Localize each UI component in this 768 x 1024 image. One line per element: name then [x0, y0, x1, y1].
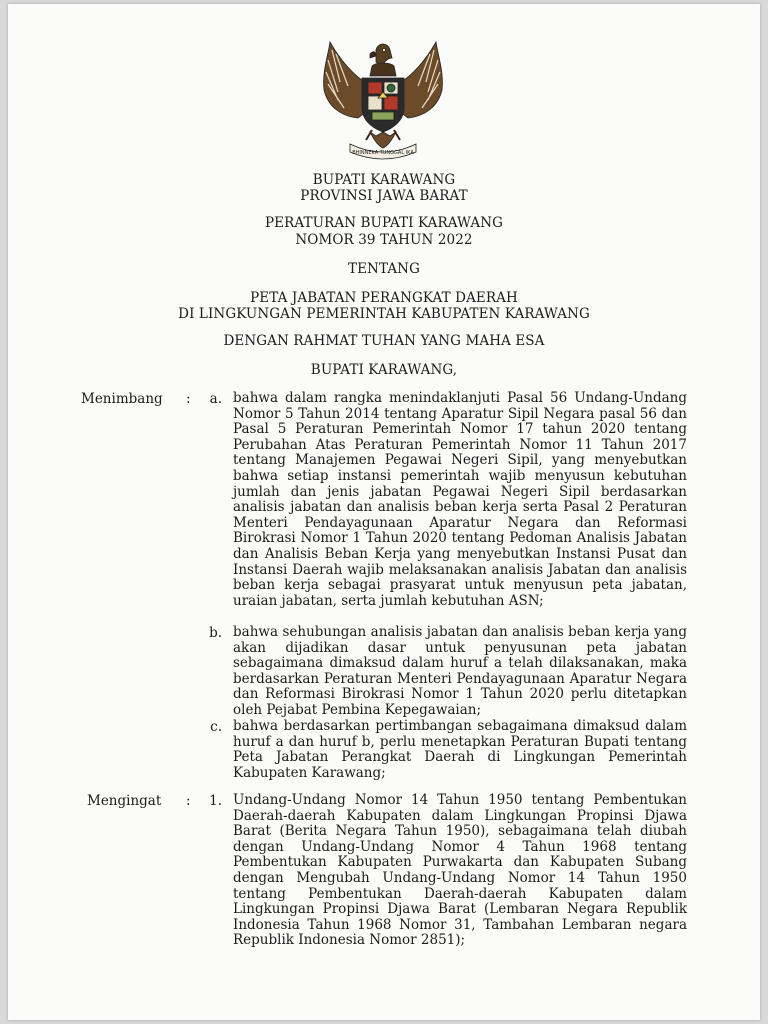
mengingat-colon: : [186, 793, 191, 809]
menimbang-item-a: bahwa dalam rangka menindaklanjuti Pasal 56 Undang-Undang Nomor 5 Tahun 2014 tentang Aparatur Sipil Negara pasal 56 dan Pasal 5 Peraturan Pemerintah Nomor 17 tahun 2020 tentang Perubahan Atas Peraturan Pemerintah Nomor 11 Tahun 2017 tentang Manajemen Pegawai Negeri Sipil, yang menyebutkan bahwa setiap instansi pemerintah wajib menyusun kebutuhan jumlah dan jenis jabatan Pegawai Negeri Sipil berdasarkan analisis jabatan dan analisis beban kerja serta Pasal 2 Peraturan Menteri Pendayagunaan Aparatur Negara dan Reformasi Birokrasi Nomor 1 Tahun 2020 tentang Pedoman Analisis Jabatan dan Analisis Beban Kerja yang menyebutkan Instansi Pusat dan Instansi Daerah wajib melaksanakan analisis Jabatan dan analisis beban kerja sebagai prasyarat untuk menyusun peta jabatan, uraian jabatan, serta jumlah kebutuhan ASN; [233, 390, 687, 609]
menimbang-item-b: bahwa sehubungan analisis jabatan dan analisis beban kerja yang akan dijadikan dasar untuk penyusunan peta jabatan sebagaimana dimaksud dalam huruf a telah dilaksanakan, maka berdasarkan Peraturan Menteri Pendayagunaan Aparatur Negara dan Reformasi Birokrasi Nomor 1 Tahun 2020 perlu ditetapkan oleh Pejabat Pembina Kepegawaian; [233, 624, 687, 718]
regulation-number: NOMOR 39 TAHUN 2022 [295, 232, 473, 248]
mengingat-label: Mengingat [87, 793, 162, 809]
menimbang-label: Menimbang [81, 391, 163, 407]
tentang-heading: TENTANG [348, 261, 420, 277]
invocation: DENGAN RAHMAT TUHAN YANG MAHA ESA [223, 333, 545, 349]
regulation-title: PERATURAN BUPATI KARAWANG [265, 215, 503, 231]
header-regent: BUPATI KARAWANG [312, 172, 456, 188]
menimbang-marker-c: c. [210, 719, 222, 735]
garuda-emblem-icon [318, 36, 448, 164]
menimbang-colon: : [186, 391, 191, 407]
menimbang-marker-b: b. [209, 625, 222, 641]
menimbang-item-c: bahwa berdasarkan pertimbangan sebagaimana dimaksud dalam huruf a dan huruf b, perlu menetapkan Peraturan Bupati tentang Peta Jabatan Perangkat Daerah di Lingkungan Pemerintah Kabupaten Karawang; [233, 718, 687, 781]
menimbang-marker-a: a. [209, 391, 222, 407]
subject-line-1: PETA JABATAN PERANGKAT DAERAH [250, 290, 518, 306]
subject-line-2: DI LINGKUNGAN PEMERINTAH KABUPATEN KARAWANG [178, 306, 590, 322]
authority: BUPATI KARAWANG, [310, 362, 458, 378]
header-province: PROVINSI JAWA BARAT [300, 188, 468, 204]
mengingat-item-1: Undang-Undang Nomor 14 Tahun 1950 tentang Pembentukan Daerah-daerah Kabupaten dalam Lingkungan Propinsi Djawa Barat (Berita Negara Tahun 1950), sebagaimana telah diubah dengan Undang-Undang Nomor 4 Tahun 1968 tentang Pembentukan Kabupaten Purwakarta dan Kabupaten Subang dengan Mengubah Undang-Undang Nomor 14 Tahun 1950 tentang Pembentukan Daerah-daerah Kabupaten dalam Lingkungan Propinsi Djawa Barat (Lembaran Negara Republik Indonesia Tahun 1968 Nomor 31, Tambahan Lembaran negara Republik Indonesia Nomor 2851); [233, 792, 687, 949]
emblem-motto: BHINNEKA TUNGGAL IKA [352, 150, 414, 156]
mengingat-marker-1: 1. [209, 793, 222, 809]
